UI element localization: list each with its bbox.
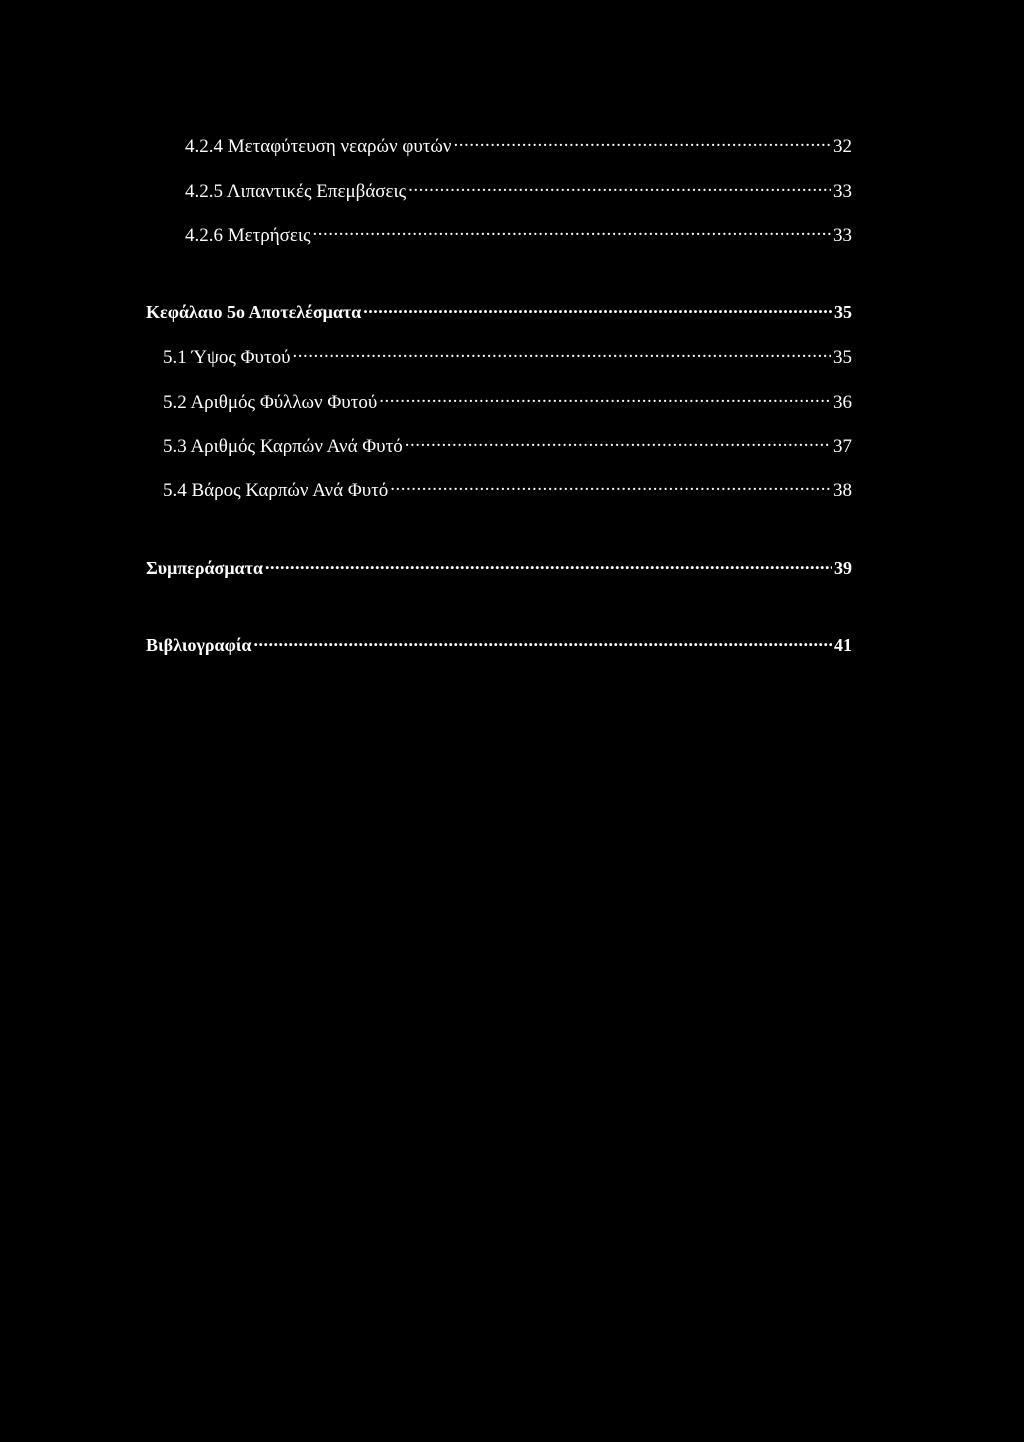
toc-entry-page: 36	[833, 392, 852, 413]
toc-entry-label: 5.4 Βάρος Καρπών Ανά Φυτό	[163, 480, 389, 501]
toc-entry-label: 4.2.4 Μεταφύτευση νεαρών φυτών	[185, 136, 452, 157]
dot-leader	[293, 344, 831, 363]
dot-leader	[454, 133, 832, 152]
toc-entry-5-3	[163, 433, 852, 459]
toc-entry-label: Βιβλιογραφία	[146, 635, 252, 655]
toc-entry-4-2-5	[185, 178, 852, 204]
toc-entry-label: Κεφάλαιο 5ο Αποτελέσματα	[146, 302, 362, 322]
toc-entry-page: 32	[833, 136, 852, 157]
dot-leader	[253, 633, 832, 651]
toc-entry-page: 35	[834, 302, 852, 322]
dot-leader	[405, 433, 831, 452]
toc-entry-5-2	[163, 389, 852, 415]
toc-entry-5-1	[163, 344, 852, 370]
toc-entry-label: 4.2.6 Μετρήσεις	[185, 225, 311, 246]
toc-entry-page: 35	[833, 347, 852, 368]
dot-leader	[408, 178, 831, 197]
toc-entry-chapter-5	[146, 300, 852, 326]
toc-entry-page: 33	[833, 225, 852, 246]
dot-leader	[363, 300, 832, 318]
toc-entry-page: 41	[834, 635, 852, 655]
toc-entry-label: Συμπεράσματα	[146, 558, 263, 578]
toc-entry-bibliography	[146, 633, 852, 659]
dot-leader	[390, 477, 831, 496]
toc-entry-page: 38	[833, 480, 852, 501]
toc-entry-page: 33	[833, 181, 852, 202]
toc-entry-5-4	[163, 477, 852, 503]
toc-entry-4-2-4	[185, 133, 852, 159]
toc-entry-label: 5.3 Αριθμός Καρπών Ανά Φυτό	[163, 436, 403, 457]
toc-entry-conclusions	[146, 556, 852, 582]
dot-leader	[313, 222, 831, 241]
toc-entry-4-2-6	[185, 222, 852, 248]
dot-leader	[379, 389, 831, 408]
toc-entry-label: 5.1 Ύψος Φυτού	[163, 347, 291, 368]
toc-entry-label: 4.2.5 Λιπαντικές Επεμβάσεις	[185, 181, 407, 202]
toc-entry-label: 5.2 Αριθμός Φύλλων Φυτού	[163, 392, 378, 413]
toc-entry-page: 37	[833, 436, 852, 457]
dot-leader	[265, 556, 832, 574]
toc-entry-page: 39	[834, 558, 852, 578]
